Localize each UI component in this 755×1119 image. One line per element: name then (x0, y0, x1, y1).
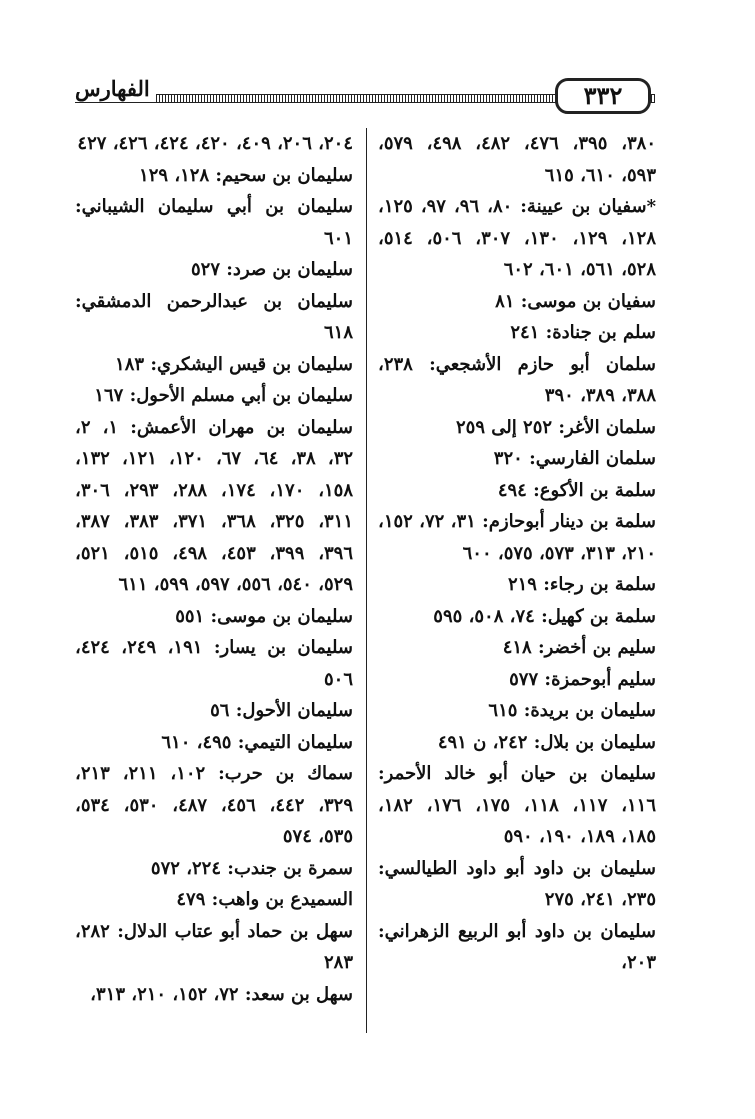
index-entry: سليم أبوحمزة: ٥٧٧ (509, 668, 656, 690)
index-entry: سلمة بن كهيل: ٧٤، ٥٠٨، ٥٩٥ (433, 605, 656, 627)
column-divider (366, 128, 367, 1033)
index-entry: سلمة بن رجاء: ٢١٩ (507, 574, 656, 595)
index-entry: ٣٨٠، ٣٩٥، ٤٧٦، ٤٨٢، ٤٩٨، ٥٧٩، ٥٩٣، ٦١٠، ٦١٥ (378, 133, 657, 186)
index-entry: سلمة بن الأكوع: ٤٩٤ (497, 479, 656, 501)
index-entry: سليمان بن مهران الأعمش: ١، ٢، ٣٢، ٣٨، ٦٤، ٦٧، ١٢٠، ١٢١، ١٣٢، ١٥٨، ١٧٠، ١٧٤، ٢٨٨، ٢٩٣، ٣٠٦، ٣١١، ٣٢٥، ٣٦٨، ٣٧١، ٣٨٣، ٣٨٧، ٣٩٦، ٣٩٩، ٤٥٣، ٤٩٨، ٥١٥، ٥٢١، ٥٢٩، ٥٤٠، ٥٥٦، ٥٩٧، ٥٩٩، ٦١١ (75, 416, 354, 595)
index-entry: السميدع بن واهب: ٤٧٩ (176, 889, 353, 910)
index-entry: سلمان الأغر: ٢٥٢ إلى ٢٥٩ (455, 416, 656, 438)
index-entry: سلمان أبو حازم الأشجعي: ٢٣٨، ٣٨٨، ٣٨٩، ٣٩٠ (378, 353, 656, 406)
index-entry: سليمان بن صرد: ٥٢٧ (191, 259, 353, 280)
index-entry: *سفيان بن عيينة: ٨٠، ٩٦، ٩٧، ١٢٥، ١٢٨، ١٢٩، ١٣٠، ٣٠٧، ٥٠٦، ٥١٤، ٥٢٨، ٥٦١، ٦٠١، ٦٠٢ (378, 196, 657, 280)
index-entry: سليمان بن داود أبو داود الطيالسي: ٢٣٥، ٢٤١، ٢٧٥ (378, 857, 656, 910)
index-column-right (378, 128, 656, 979)
index-entry: سليمان الأحول: ٥٦ (210, 700, 353, 721)
index-entry: سليمان بن عبدالرحمن الدمشقي: ٦١٨ (75, 290, 353, 343)
index-entry: سهل بن سعد: ٧٢، ١٥٢، ٢١٠، ٣١٣، (90, 983, 353, 1005)
index-entry: سلمة بن دينار أبوحازم: ٣١، ٧٢، ١٥٢، ٢١٠، ٣١٣، ٥٧٣، ٥٧٥، ٦٠٠ (378, 511, 657, 564)
index-entry: سليمان بن سحيم: ١٢٨، ١٢٩ (139, 164, 353, 186)
index-entry: سليمان بن داود أبو الربيع الزهراني: ٢٠٣، (378, 920, 656, 973)
index-entry: ٢٠٤، ٢٠٦، ٤٠٩، ٤٢٠، ٤٢٤، ٤٢٦، ٤٢٧ (77, 133, 353, 154)
index-entry: سهل بن حماد أبو عتاب الدلال: ٢٨٢، ٢٨٣ (75, 920, 353, 973)
index-entry: سليم بن أخضر: ٤١٨ (502, 637, 656, 658)
page-number: ٣٣٢ (555, 78, 651, 114)
index-entry: سليمان التيمي: ٤٩٥، ٦١٠ (161, 731, 353, 753)
index-entry: سليمان بن بريدة: ٦١٥ (488, 700, 656, 721)
section-title: الفهارس (75, 76, 156, 102)
page-header (75, 76, 655, 116)
index-entry: سليمان بن بلال: ٢٤٢، ن ٤٩١ (437, 731, 656, 753)
index-entry: سليمان بن قيس اليشكري: ١٨٣ (115, 353, 353, 375)
index-entry: سليمان بن حيان أبو خالد الأحمر: ١١٦، ١١٧، ١١٨، ١٧٥، ١٧٦، ١٨٢، ١٨٥، ١٨٩، ١٩٠، ٥٩٠ (378, 763, 657, 847)
index-entry: سلم بن جنادة: ٢٤١ (510, 322, 656, 343)
index-entry: سماك بن حرب: ١٠٢، ٢١١، ٢١٣، ٣٢٩، ٤٤٢، ٤٥٦، ٤٨٧، ٥٣٠، ٥٣٤، ٥٣٥، ٥٧٤ (75, 763, 354, 847)
index-entry: سلمان الفارسي: ٣٢٠ (493, 448, 656, 469)
index-entry: سمرة بن جندب: ٢٢٤، ٥٧٢ (150, 857, 353, 879)
index-entry: سليمان بن موسى: ٥٥١ (175, 605, 353, 627)
index-entry: سليمان بن أبي مسلم الأحول: ١٦٧ (94, 385, 353, 406)
index-column-left (75, 128, 353, 1010)
index-entry: سليمان بن يسار: ١٩١، ٢٤٩، ٤٢٤، ٥٠٦ (75, 637, 354, 690)
index-entry: سفيان بن موسى: ٨١ (495, 290, 656, 312)
index-entry: سليمان بن أبي سليمان الشيباني: ٦٠١ (75, 196, 353, 249)
